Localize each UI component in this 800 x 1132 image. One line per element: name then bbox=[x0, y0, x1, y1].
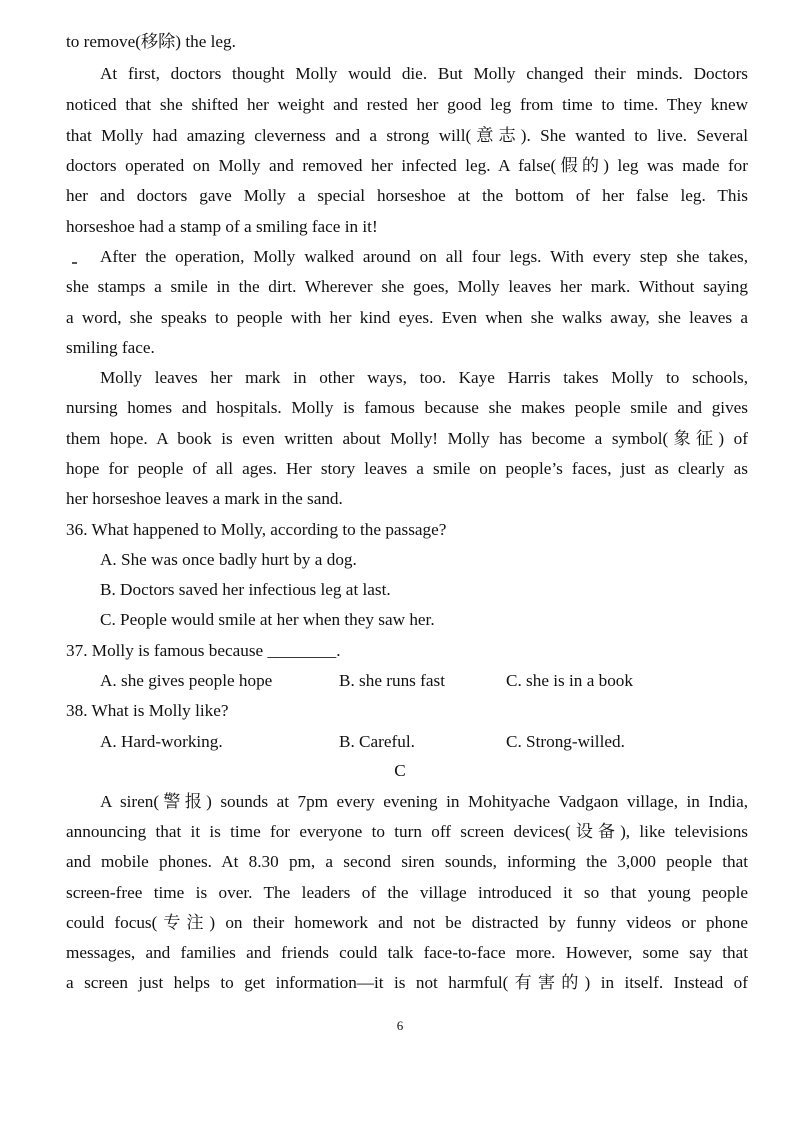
page-number: 6 bbox=[396, 1018, 404, 1033]
passage-line: noticed that she shifted her weight and rested her good leg from time to time. They knew bbox=[66, 95, 748, 114]
passage-line: nursing homes and hospitals. Molly is famous because she makes people smile and gives bbox=[66, 398, 748, 417]
question-37-option-c: C. she is in a book bbox=[506, 671, 633, 690]
question-38-option-c: C. Strong-willed. bbox=[506, 732, 625, 751]
passage-line: doctors operated on Molly and removed her infected leg. A false(假的) leg was made for bbox=[66, 156, 748, 175]
passage-line: a screen just helps to get information—it is not harmful(有害的) in itself. Instead of bbox=[66, 973, 748, 992]
passage-line: At first, doctors thought Molly would die. But Molly changed their minds. Doctors bbox=[100, 64, 748, 83]
passage-line: to remove(移除) the leg. bbox=[66, 32, 236, 51]
passage-line: announcing that it is time for everyone to turn off screen devices(设备), like televisions bbox=[66, 822, 748, 841]
passage-line: A siren(警报) sounds at 7pm every evening in Mohityache Vadgaon village, in India, bbox=[100, 792, 748, 811]
passage-line: screen-free time is over. The leaders of the village introduced it so that young people bbox=[66, 883, 748, 902]
passage-line: smiling face. bbox=[66, 338, 155, 357]
passage-line: a word, she speaks to people with her kind eyes. Even when she walks away, she leaves a bbox=[66, 308, 748, 327]
passage-line: and mobile phones. At 8.30 pm, a second siren sounds, informing the 3,000 people that bbox=[66, 852, 748, 871]
section-heading: C bbox=[394, 761, 406, 780]
passage-line: After the operation, Molly walked around on all four legs. With every step she takes, bbox=[100, 247, 748, 266]
question-38-stem: 38. What is Molly like? bbox=[66, 701, 229, 720]
passage-line: that Molly had amazing cleverness and a strong will(意志). She wanted to live. Several bbox=[66, 126, 748, 145]
question-38-option-a: A. Hard-working. bbox=[100, 732, 223, 751]
passage-line: her horseshoe leaves a mark in the sand. bbox=[66, 489, 343, 508]
passage-line: she stamps a smile in the dirt. Wherever she goes, Molly leaves her mark. Without saying bbox=[66, 277, 748, 296]
passage-line: her and doctors gave Molly a special horseshoe at the bottom of her false leg. This bbox=[66, 186, 748, 205]
passage-line: hope for people of all ages. Her story leaves a smile on people’s faces, just as clearly as bbox=[66, 459, 748, 478]
question-36-stem: 36. What happened to Molly, according to the passage? bbox=[66, 520, 447, 539]
question-38-option-b: B. Careful. bbox=[339, 732, 415, 751]
passage-line: horseshoe had a stamp of a smiling face in it! bbox=[66, 217, 378, 236]
question-37-option-a: A. she gives people hope bbox=[100, 671, 273, 690]
question-36-option-b: B. Doctors saved her infectious leg at last. bbox=[100, 580, 391, 599]
question-36-option-a: A. She was once badly hurt by a dog. bbox=[100, 550, 357, 569]
passage-line: messages, and families and friends could talk face-to-face more. However, some say that bbox=[66, 943, 748, 962]
passage-line: could focus(专注) on their homework and not be distracted by funny videos or phone bbox=[66, 913, 748, 932]
question-37-stem: 37. Molly is famous because ________. bbox=[66, 641, 341, 660]
passage-line: them hope. A book is even written about Molly! Molly has become a symbol(象征) of bbox=[66, 429, 748, 448]
question-36-option-c: C. People would smile at her when they saw her. bbox=[100, 610, 435, 629]
passage-line: Molly leaves her mark in other ways, too. Kaye Harris takes Molly to schools, bbox=[100, 368, 748, 387]
question-37-option-b: B. she runs fast bbox=[339, 671, 445, 690]
scan-mark bbox=[72, 262, 77, 264]
